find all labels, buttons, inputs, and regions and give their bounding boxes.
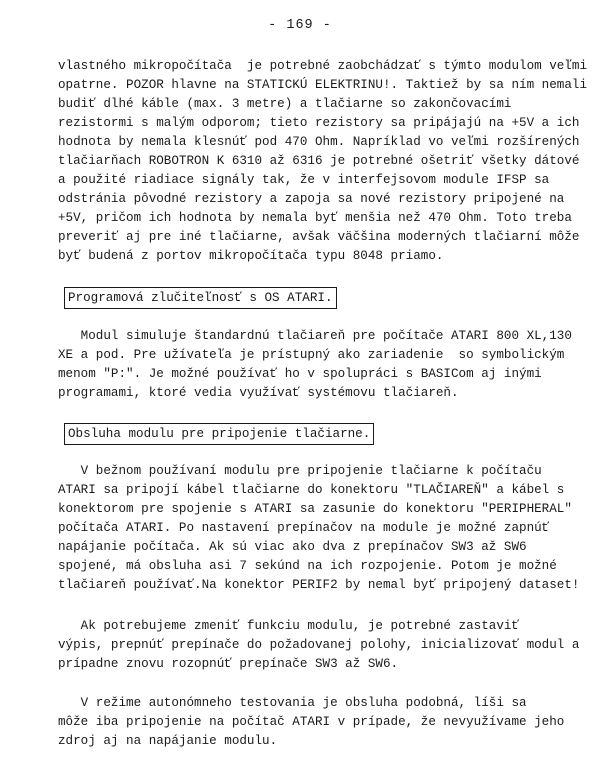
text-line: odstránia pôvodné rezistory a zapoja sa nové rezistory pripojené na	[58, 192, 565, 206]
text-line: výpis, prepnúť prepínače do požadovanej polohy, inicializovať modul a	[58, 638, 580, 652]
text-line: opatrne. POZOR hlavne na STATICKÚ ELEKTRINU!. Taktiež by sa ním nemali	[58, 78, 588, 92]
paragraph-1	[58, 57, 588, 266]
text-line: preveriť aj pre iné tlačiarne, avšak väčšina moderných tlačiarní môže	[58, 230, 580, 244]
text-line: prípadne znovu rozopnúť prepínače SW3 až SW6.	[58, 657, 399, 671]
paragraph-4	[58, 617, 578, 674]
text-line: rezistormi s malým odporom; tieto rezistory sa pripájajú na +5V a ich	[58, 116, 580, 130]
text-line: hodnota by nemala klesnúť pod 470 Ohm. Napríklad vo veľmi rozšírených	[58, 135, 580, 149]
text-line: a použité riadiace signály tak, že v interfejsovom module IFSP sa	[58, 173, 550, 187]
text-line: Ak potrebujeme zmeniť funkciu modulu, je potrebné zastaviť	[58, 619, 520, 633]
section-heading-compatibility: Programová zlučiteľnosť s OS ATARI.	[64, 287, 337, 309]
text-line: môže iba pripojenie na počítač ATARI v prípade, že nevyužívame jeho	[58, 715, 565, 729]
text-line: programami, ktoré vedia využívať systémovu tlačiareň.	[58, 386, 459, 400]
text-line: zdroj aj na napájanie modulu.	[58, 734, 278, 748]
text-line: napájanie počítača. Ak sú viac ako dva z prepínačov SW3 až SW6	[58, 540, 527, 554]
paragraph-5	[58, 694, 578, 751]
text-line: počítača ATARI. Po nastavení prepínačov na module je možné zapnúť	[58, 521, 550, 535]
text-line: konektorom pre spojenie s ATARI sa zasunie do konektoru "PERIPHERAL"	[58, 502, 572, 516]
text-line: vlastného mikropočítača je potrebné zaobchádzať s týmto modulom veľmi	[58, 59, 588, 73]
paragraph-2	[58, 327, 578, 403]
text-line: Modul simuluje štandardnú tlačiareň pre počítače ATARI 800 XL,130	[58, 329, 572, 343]
text-line: XE a pod. Pre užívateľa je prístupný ako zariadenie so symbolickým	[58, 348, 565, 362]
text-line: menom "P:". Je možné používať ho v spolupráci s BASICom aj inými	[58, 367, 542, 381]
text-line: budiť dlhé káble (max. 3 metre) a tlačiarne so zakončovacími	[58, 97, 512, 111]
text-line: spojené, má obsluha asi 7 sekúnd na ich rozpojenie. Potom je možné	[58, 559, 557, 573]
text-line: V režime autonómneho testovania je obsluha podobná, líši sa	[58, 696, 527, 710]
text-line: tlačiarňach ROBOTRON K 6310 až 6316 je potrebné ošetriť všetky dátové	[58, 154, 580, 168]
text-line: V bežnom používaní modulu pre pripojenie tlačiarne k počítaču	[58, 464, 542, 478]
text-line: tlačiareň používať.Na konektor PERIF2 by nemal byť pripojený dataset!	[58, 578, 580, 592]
text-line: byť budená z portov mikropočítača typu 8048 priamo.	[58, 249, 444, 263]
section-heading-operation: Obsluha modulu pre pripojenie tlačiarne.	[64, 423, 374, 445]
paragraph-3	[58, 462, 578, 595]
page-number: - 169 -	[268, 18, 332, 33]
text-line: ATARI sa pripojí kábel tlačiarne do konektoru "TLAČIAREŇ" a kábel s	[58, 483, 565, 497]
text-line: +5V, pričom ich hodnota by nemala byť menšia než 470 Ohm. Toto treba	[58, 211, 572, 225]
